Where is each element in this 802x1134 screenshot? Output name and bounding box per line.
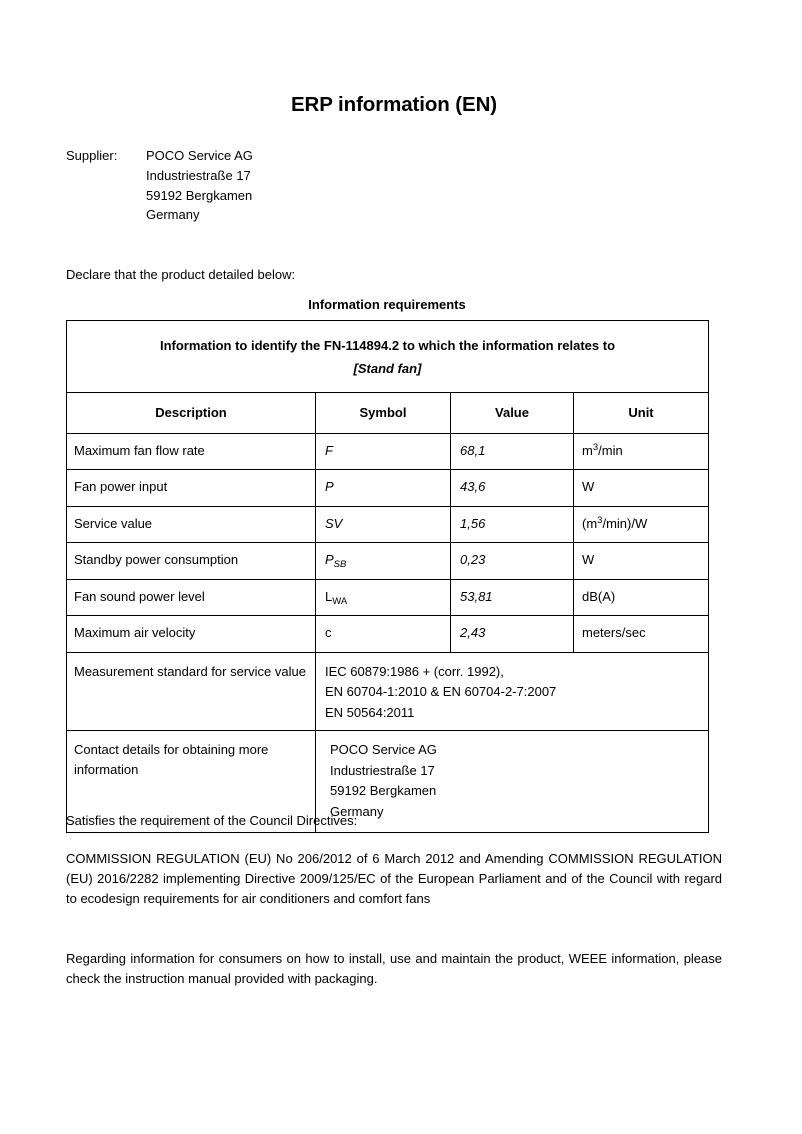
symbol-base: P (325, 479, 334, 494)
supplier-address (146, 146, 253, 225)
cell-value: 68,1 (451, 433, 574, 470)
declare-line: Declare that the product detailed below: (66, 267, 296, 282)
consumer-paragraph: Regarding information for consumers on how to install, use and maintain the product, WEEE information, please check the instruction manual provided with packaging. (66, 951, 722, 986)
supplier-address-line: POCO Service AG (146, 148, 253, 163)
cell-unit (574, 506, 709, 543)
supplier-address-line: Industriestraße 17 (146, 167, 251, 183)
contact-line: 59192 Bergkamen (330, 783, 437, 798)
consumer-paragraph-wrap (66, 949, 722, 989)
cell-description: Service value (67, 506, 316, 543)
cell-symbol (316, 543, 451, 580)
table-title-cell (67, 321, 709, 393)
supplier-address-line: Germany (146, 207, 200, 223)
standard-line: EN 50564:2011 (325, 704, 415, 720)
cell-measurement-standard-values (316, 652, 709, 731)
erp-information-table (66, 320, 709, 833)
unit-tail: /min (598, 442, 623, 458)
cell-description: Contact details for obtaining more information (67, 731, 316, 833)
cell-description: Fan sound power level (67, 579, 316, 616)
unit-tail: /min)/W (602, 515, 648, 531)
table-row (67, 579, 709, 616)
cell-value: 1,56 (451, 506, 574, 543)
unit-superscript: 3 (597, 514, 603, 526)
symbol-base: F (325, 442, 333, 458)
cell-description: Maximum fan flow rate (67, 433, 316, 470)
cell-unit (574, 433, 709, 470)
cell-symbol (316, 579, 451, 616)
contact-line: Industriestraße 17 (330, 762, 435, 778)
supplier-address-line: 59192 Bergkamen (146, 187, 253, 203)
contact-line: Germany (330, 803, 384, 819)
cell-value: 0,23 (451, 543, 574, 580)
column-header-unit: Unit (574, 393, 709, 434)
table-title-row (67, 321, 709, 393)
standard-line: EN 60704-1:2010 & EN 60704-2-7:2007 (325, 684, 557, 699)
regulation-paragraph: COMMISSION REGULATION (EU) No 206/2012 of 6 March 2012 and Amending COMMISSION REGULATION (EU) 2016/2282 implementing Directive 2009/125/EC of the European Parliament and of the Council with regard to ecodesign requirements for air conditioners and comfort fans (66, 851, 722, 906)
cell-symbol (316, 470, 451, 507)
table-row (67, 433, 709, 470)
symbol-subscript: WA (332, 595, 348, 607)
table-title-line1: Information to identify the FN-114894.2 to which the information relates to (159, 338, 616, 353)
cell-value: 43,6 (451, 470, 574, 507)
regulation-paragraph-wrap (66, 849, 722, 908)
cell-description: Measurement standard for service value (67, 652, 316, 731)
cell-symbol (316, 506, 451, 543)
unit-base: W (582, 479, 595, 494)
unit-superscript: 3 (592, 441, 599, 453)
supplier-block (66, 146, 722, 225)
symbol-base: SV (325, 515, 343, 531)
page-title: ERP information (EN) (290, 93, 498, 116)
column-header-symbol: Symbol (316, 393, 451, 434)
cell-description: Standby power consumption (67, 543, 316, 580)
symbol-base: P (325, 552, 334, 567)
unit-base: W (582, 552, 595, 567)
standard-line: IEC 60879:1986 + (corr. 1992), (325, 663, 504, 679)
cell-unit (574, 470, 709, 507)
contact-line: POCO Service AG (330, 742, 437, 757)
supplier-label: Supplier: (66, 148, 118, 163)
information-requirements-caption: Information requirements (308, 297, 466, 312)
cell-symbol (316, 433, 451, 470)
table-row (67, 506, 709, 543)
satisfies-line: Satisfies the requirement of the Council Directives: (66, 813, 358, 828)
table-row-measurement-standard (67, 652, 709, 731)
cell-unit (574, 543, 709, 580)
unit-base: meters/sec (582, 625, 646, 640)
cell-value: 2,43 (451, 616, 574, 653)
unit-base: m (582, 442, 593, 458)
cell-unit (574, 579, 709, 616)
table-row (67, 543, 709, 580)
unit-base: dB(A) (582, 588, 616, 604)
column-header-value: Value (451, 393, 574, 434)
table-row (67, 470, 709, 507)
table-row (67, 616, 709, 653)
column-header-description: Description (67, 393, 316, 434)
cell-symbol (316, 616, 451, 653)
cell-value: 53,81 (451, 579, 574, 616)
symbol-subscript: SB (333, 559, 347, 570)
supplier-row (66, 146, 722, 225)
symbol-base: c (325, 625, 332, 640)
cell-unit (574, 616, 709, 653)
table-title-line2: [Stand fan] (353, 361, 422, 376)
cell-description: Fan power input (67, 470, 316, 507)
cell-description: Maximum air velocity (67, 616, 316, 653)
symbol-base: L (325, 588, 333, 604)
table-header-row (67, 393, 709, 434)
unit-base: (m (582, 515, 598, 531)
